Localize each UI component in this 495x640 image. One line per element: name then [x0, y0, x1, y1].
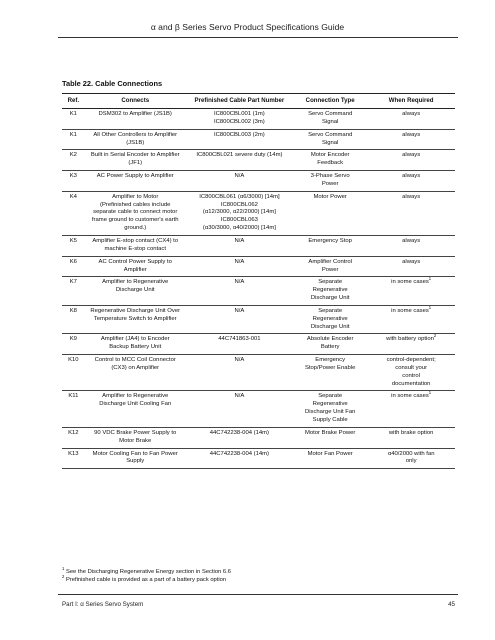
connects-cell-line: (JS1B) [126, 139, 145, 146]
when-required-cell-line: consult your [395, 364, 428, 371]
connects-cell-line: frame ground to customer's earth [91, 217, 179, 224]
part-number-cell-line: (α12/3000, α22/2000) [14m] [202, 209, 276, 216]
connects-cell-line: Amplifier (JA4) to Encoder [100, 336, 170, 343]
connection-type-cell-line: Emergency Stop [308, 237, 352, 244]
part-number-cell [186, 305, 293, 334]
connects-cell-line: Built in Serial Encoder to Amplifier [90, 152, 180, 159]
when-required-cell [367, 355, 455, 391]
when-required-cell-line [369, 304, 453, 316]
connects-cell-line: (CX3) on Amplifier [111, 364, 160, 371]
part-number-cell [186, 448, 293, 469]
part-number-cell [186, 256, 293, 277]
connects-cell-line: Supply [126, 458, 145, 465]
connects-cell-line: AC Control Power Supply to [98, 258, 172, 265]
table-row [62, 391, 455, 427]
connection-type-cell [293, 305, 367, 334]
column-header-when-required: When Required [367, 94, 455, 109]
connects-cell [85, 427, 186, 448]
connection-type-cell [293, 256, 367, 277]
connection-type-cell-line: Emergency [315, 357, 346, 364]
when-required-cell-line: always [402, 193, 421, 200]
when-required-cell-line: always [402, 237, 421, 244]
when-required-cell [367, 171, 455, 192]
table-header-row [62, 94, 455, 109]
footnote-text: See the Discharging Regenerative Energy section in Section 6.6 [65, 569, 231, 575]
connection-type-cell-line: Regenerative [312, 401, 348, 408]
cell-text: in some cases [391, 307, 429, 314]
when-required-cell-line: always [402, 111, 421, 117]
table-row [62, 129, 455, 150]
connects-cell [85, 191, 186, 235]
connection-type-cell [293, 171, 367, 192]
cell-text: in some cases [391, 393, 429, 400]
table-row [62, 427, 455, 448]
table-row [62, 109, 455, 130]
when-required-cell-line: only [405, 458, 417, 465]
connects-cell-line: (Prefinished cables include [100, 201, 171, 208]
part-number-cell-line: N/A [234, 173, 245, 180]
when-required-cell-line: always [402, 152, 421, 159]
part-number-cell-line: 44C742238-004 (14m) [209, 450, 270, 457]
connects-cell [85, 355, 186, 391]
footnote-text: Prefinished cable is provided as a part of a battery pack option [65, 577, 227, 584]
part-number-cell [186, 427, 293, 448]
connects-cell-line: Motor Cooling Fan to Fan Power [92, 450, 178, 457]
table-row [62, 235, 455, 256]
connection-type-cell-line: Regenerative [312, 287, 348, 294]
connection-type-cell-line: Discharge Unit [310, 295, 350, 302]
part-number-cell [186, 171, 293, 192]
part-number-cell [186, 191, 293, 235]
table-row [62, 171, 455, 192]
connection-type-cell-line: Motor Power [313, 193, 347, 200]
ref-cell: K5 [62, 235, 85, 256]
connection-type-cell [293, 334, 367, 355]
connection-type-cell-line: Battery [320, 344, 340, 351]
page-header-title: α and β Series Servo Product Specifications Guide [150, 22, 345, 32]
when-required-cell [367, 150, 455, 171]
connection-type-cell-line: Absolute Encoder [306, 336, 354, 343]
table-row [62, 305, 455, 334]
connects-cell [85, 334, 186, 355]
connects-cell-line: Regenerative Discharge Unit Over [90, 307, 181, 314]
ref-cell: K9 [62, 334, 85, 355]
connection-type-cell-line: Separate [318, 393, 343, 400]
cell-text: with battery option [386, 336, 434, 343]
when-required-cell [367, 448, 455, 469]
header-rule [58, 37, 458, 38]
connects-cell-line: Control to MCC Coil Connector [94, 357, 176, 364]
part-number-cell-line: IC800CBL062 [220, 201, 258, 208]
connects-cell [85, 448, 186, 469]
connects-cell-line: Amplifier to Regenerative [102, 393, 169, 400]
connection-type-cell-line: Discharge Unit [310, 323, 350, 330]
connection-type-cell-line: Power [321, 180, 339, 187]
when-required-cell [367, 277, 455, 306]
footnote-reference: 1 [428, 276, 432, 282]
ref-cell: K10 [62, 355, 85, 391]
footnote-reference: 1 [428, 390, 432, 396]
connection-type-cell-line: Feedback [317, 160, 344, 167]
part-number-cell [186, 355, 293, 391]
connection-type-cell-line: Motor Encoder [310, 152, 350, 159]
part-number-cell [186, 391, 293, 427]
footnote-mark: 2 [62, 574, 65, 580]
connection-type-cell-line: Motor Fan Power [307, 450, 353, 457]
part-number-cell-line: IC800CBL061 (α6/3000) [14m] [199, 193, 280, 200]
connects-cell-line: Amplifier to Motor [112, 193, 159, 200]
when-required-cell-line: documentation [391, 380, 431, 387]
part-number-cell-line: IC800CBL001 (1m) [214, 111, 265, 117]
connection-type-cell-line: Servo Command [308, 131, 353, 138]
connects-cell-line: ground.) [124, 225, 147, 232]
ref-cell: K1 [62, 129, 85, 150]
connects-cell-line: 90 VDC Brake Power Supply to [94, 429, 177, 436]
part-number-cell [186, 334, 293, 355]
connection-type-cell-line: Regenerative [312, 315, 348, 322]
connection-type-cell-line: 3-Phase Servo [310, 173, 350, 180]
connects-cell [85, 277, 186, 306]
table-body [62, 109, 455, 469]
connects-cell [85, 171, 186, 192]
part-number-cell-line: N/A [234, 307, 245, 314]
when-required-cell-line: with brake option [388, 429, 434, 436]
connection-type-cell-line: Power [321, 266, 339, 273]
connects-cell [85, 150, 186, 171]
connection-type-cell [293, 109, 367, 130]
connection-type-cell-line: Amplifier Control [308, 258, 352, 265]
table-caption: Table 22. Cable Connections [62, 79, 163, 88]
connects-cell-line: DSM302 to Amplifier (JS1B) [98, 111, 172, 117]
table-row [62, 448, 455, 469]
part-number-cell-line: N/A [234, 258, 245, 265]
connection-type-cell-line: Motor Brake Power [304, 429, 356, 436]
part-number-cell-line: N/A [234, 279, 245, 286]
connection-type-cell [293, 448, 367, 469]
connection-type-cell-line: Stop/Power Enable [304, 364, 356, 371]
connects-cell-line: Amplifier [123, 266, 147, 273]
footnote-reference: 2 [433, 333, 437, 339]
when-required-cell [367, 305, 455, 334]
when-required-cell-line: control-dependent; [386, 357, 436, 364]
when-required-cell [367, 191, 455, 235]
footnotes [62, 568, 462, 585]
page-number: 45 [448, 601, 455, 608]
connection-type-cell [293, 355, 367, 391]
when-required-cell [367, 256, 455, 277]
part-number-cell [186, 235, 293, 256]
table-row [62, 256, 455, 277]
part-number-cell-line: IC800CBL021 severe duty (14m) [196, 152, 283, 159]
when-required-cell-line: always [402, 131, 421, 138]
connection-type-cell [293, 129, 367, 150]
connects-cell [85, 256, 186, 277]
footer-rule [58, 594, 458, 595]
connects-cell-line: Amplifier to Regenerative [102, 279, 169, 286]
footnote-2 [62, 576, 462, 584]
when-required-cell [367, 109, 455, 130]
connection-type-cell-line: Separate [318, 307, 343, 314]
part-number-cell-line: IC800CBL003 (2m) [214, 131, 265, 138]
part-number-cell [186, 129, 293, 150]
ref-cell: K7 [62, 277, 85, 306]
connects-cell-line: Backup Battery Unit [109, 344, 162, 351]
part-number-cell [186, 277, 293, 306]
when-required-cell-line [369, 333, 453, 344]
footnote-reference: 1 [428, 304, 432, 310]
when-required-cell-line: always [402, 258, 421, 265]
part-number-cell-line: (α30/3000, α40/2000) [14m] [202, 225, 276, 232]
connection-type-cell-line: Separate [318, 279, 343, 286]
connects-cell-line: AC Power Supply to Amplifier [96, 173, 174, 180]
column-header-connects: Connects [85, 94, 186, 109]
connection-type-cell [293, 150, 367, 171]
connects-cell-line: Temperature Switch to Amplifier [93, 315, 177, 322]
footer-section-label: Part I: α Series Servo System [62, 601, 144, 608]
cable-connections-table [62, 93, 455, 469]
column-header-ref: Ref. [62, 94, 85, 109]
ref-cell: K2 [62, 150, 85, 171]
column-header-part-number: Prefinished Cable Part Number [186, 94, 293, 109]
when-required-cell [367, 334, 455, 355]
when-required-cell [367, 235, 455, 256]
footnote-1 [62, 568, 462, 576]
part-number-cell-line: IC800CBL063 [220, 217, 258, 224]
connection-type-cell [293, 235, 367, 256]
connection-type-cell-line: Servo Command [308, 111, 353, 117]
connects-cell-line: Discharge Unit [115, 287, 155, 294]
connection-type-cell-line: Discharge Unit Fan [304, 409, 356, 416]
table-row [62, 191, 455, 235]
when-required-cell-line: control [402, 372, 420, 379]
ref-cell: K4 [62, 191, 85, 235]
ref-cell: K13 [62, 448, 85, 469]
when-required-cell-line [369, 390, 453, 401]
connection-type-cell-line: Signal [321, 139, 339, 146]
ref-cell: K3 [62, 171, 85, 192]
connection-type-cell [293, 391, 367, 427]
ref-cell: K11 [62, 391, 85, 427]
when-required-cell-line: always [402, 173, 421, 180]
connection-type-cell [293, 191, 367, 235]
part-number-cell-line: N/A [234, 357, 245, 364]
connects-cell [85, 109, 186, 130]
when-required-cell-line: α40/2000 with fan [387, 450, 435, 457]
ref-cell: K6 [62, 256, 85, 277]
connects-cell-line: Discharge Unit Cooling Fan [99, 401, 172, 408]
connection-type-cell [293, 427, 367, 448]
connection-type-cell [293, 277, 367, 306]
connects-cell [85, 391, 186, 427]
table-row [62, 334, 455, 355]
table-row [62, 277, 455, 306]
when-required-cell-line [369, 276, 453, 287]
table-row [62, 355, 455, 391]
connection-type-cell-line: Signal [321, 118, 339, 125]
ref-cell: K12 [62, 427, 85, 448]
connects-cell-line: Motor Brake [119, 437, 152, 444]
part-number-cell [186, 109, 293, 130]
connects-cell-line: (JF1) [128, 160, 143, 167]
cell-text: in some cases [391, 279, 429, 286]
ref-cell: K8 [62, 305, 85, 334]
connects-cell [85, 235, 186, 256]
connects-cell-line: All Other Controllers to Amplifier [93, 131, 178, 138]
part-number-cell-line: N/A [234, 393, 245, 400]
part-number-cell-line: 44C742238-004 (14m) [209, 429, 270, 436]
column-header-connection-type: Connection Type [293, 94, 367, 109]
ref-cell: K1 [62, 109, 85, 130]
connects-cell-line: machine E-stop contact [104, 245, 166, 252]
when-required-cell [367, 391, 455, 427]
connects-cell [85, 305, 186, 334]
part-number-cell-line: 44C741863-001 [218, 336, 261, 343]
when-required-cell [367, 129, 455, 150]
connects-cell-line: separate cable to connect motor [93, 209, 178, 216]
part-number-cell [186, 150, 293, 171]
part-number-cell-line: N/A [234, 237, 245, 244]
connects-cell-line: Amplifier E-stop contact (CX4) to [92, 237, 179, 244]
when-required-cell [367, 427, 455, 448]
connection-type-cell-line: Supply Cable [312, 417, 348, 423]
connects-cell [85, 129, 186, 150]
part-number-cell-line: IC800CBL002 (3m) [214, 118, 265, 125]
table-row [62, 150, 455, 171]
footnote-mark: 1 [62, 566, 65, 572]
